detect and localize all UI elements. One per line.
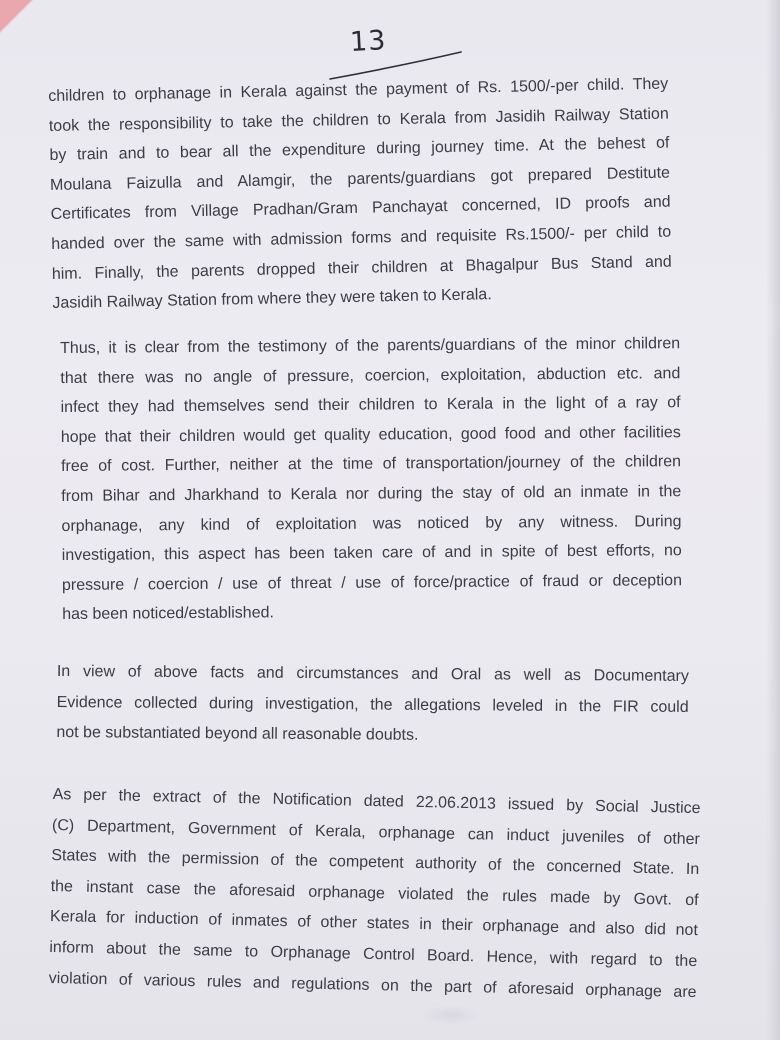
text-line: Kerala for induction of inmates of other states in their orphanage and also did not [49,908,699,940]
text-line: handed over the same with admission forms and requisite Rs.1500/- per child to [51,223,672,253]
text-line: has been noticed/established. [62,604,274,624]
text-line: the instant case the aforesaid orphanage violated the rules made by Govt. of [50,877,699,909]
text-line: Thus, it is clear from the testimony of the parents/guardians of the minor children [60,335,681,357]
text-line: States with the permission of the competent authority of the concerned State. In [51,847,700,879]
text-line: As per the extract of the Notification dated 22.06.2013 issued by Social Justice [52,785,701,818]
text-line: not be substantiated beyond all reasonable doubts. [56,723,419,744]
text-line: that there was no angle of pressure, coercion, exploitation, abduction etc. and [60,364,681,387]
paragraph-2 [60,329,682,630]
text-line: pressure / coercion / use of threat / use of force/practice of fraud or deception [61,571,683,594]
text-line: inform about the same to Orphanage Control Board. Hence, with regard to the [49,938,698,971]
page-number: 13 [349,25,388,58]
text-line: Certificates from Village Pradhan/Gram Panchayat concerned, ID proofs and [50,193,671,224]
text-line: (C) Department, Government of Kerala, orphanage can induct juveniles of other [51,816,701,848]
paper-smudge [420,1005,480,1025]
text-line: violation of various rules and regulations on the part of aforesaid orphanage are [48,969,697,1001]
text-line: him. Finally, the parents dropped their children at Bhagalpur Bus Stand and [51,253,672,283]
text-line: took the responsibility to take the children to Kerala from Jasidih Railway Station [48,105,669,135]
text-line: infect they had themselves send their children to Kerala in the light of a ray of [60,394,681,417]
text-line: orphanage, any kind of exploitation was noticed by any witness. During [61,512,682,535]
text-line: children to orphanage in Kerala against the payment of Rs. 1500/-per child. They [48,75,669,105]
text-line: from Bihar and Jharkhand to Kerala nor during the stay of old an inmate in the [61,483,682,505]
text-line: In view of above facts and circumstances and Oral as well as Documentary [56,662,689,685]
text-line: Evidence collected during investigation, the allegations leveled in the FIR could [56,693,689,716]
text-line: Moulana Faizulla and Alamgir, the parents/guardians got prepared Destitute [49,164,671,194]
paragraph-1 [48,70,673,319]
paragraph-3 [56,657,689,753]
paragraph-4 [48,780,701,1008]
text-line: by train and to bear all the expenditure during journey time. At the behest of [49,134,670,165]
text-line: free of cost. Further, neither at the time of transportation/journey of the children [60,453,682,476]
text-line: hope that their children would get quality education, good food and other facilities [60,423,681,446]
text-line: investigation, this aspect has been taken care of and in spite of best efforts, no [61,542,682,565]
text-line: Jasidih Railway Station from where they were taken to Kerala. [52,286,492,313]
